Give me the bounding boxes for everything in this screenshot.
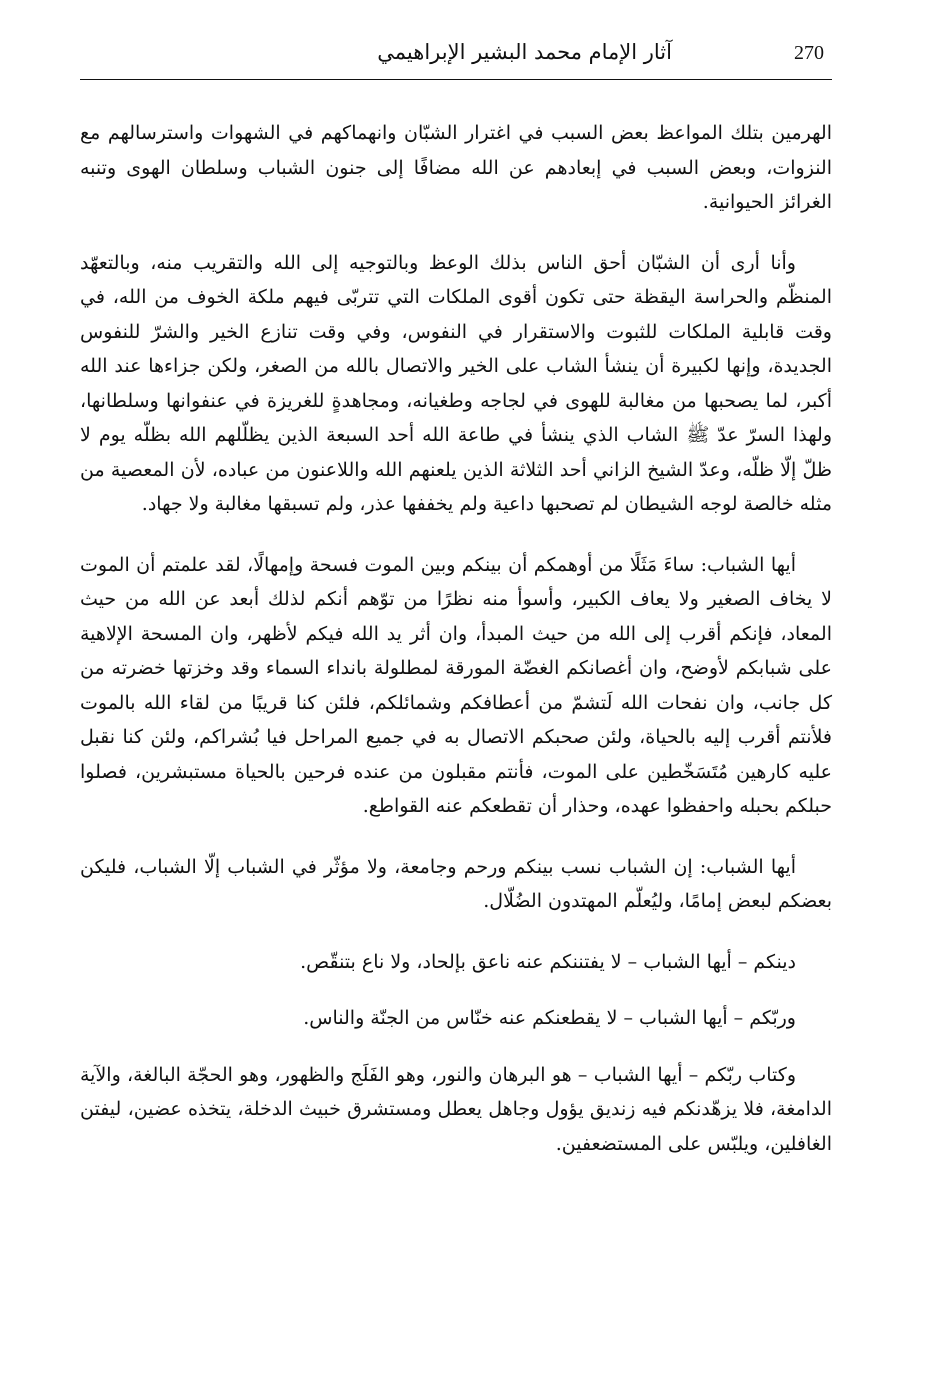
paragraph-continuation: الهرمين بتلك المواعظ بعض السبب في اغترار الشبّان وانهماكهم في الشهوات واسترسالهم مع النزوات، وبعض السبب في إبعادهم عن الله مضافًا إلى جنون الشباب وسلطان الهوى وتنبه الغرائز الحيوانية. <box>80 122 832 213</box>
paragraph: وكتاب ربّكم – أيها الشباب – هو البرهان والنور، وهو الفَلَج والظهور، وهو الحجّة البالغة، والآية الدامغة، فلا يزهّدنكم فيه زنديق يؤول وجاهل يعطل ومستشرق خبيث الدخلة، يتخذه عضين، ليفتن الغافلين، ويلبّس على المستضعفين. <box>80 1063 832 1155</box>
page-body <box>80 116 832 1187</box>
paragraph: وأنا أرى أن الشبّان أحق الناس بذلك الوعظ وبالتوجيه إلى الله والتقريب منه، وبالتعهّد المنظّم والحراسة اليقظة حتى تكون أقوى الملكات التي تتربّى فيهم ملكة الخوف من الله، في وقت قابلية الملكات للثبوت والاستقرار في النفوس، وفي وقت تنازع الخير والشرّ للنفوس الجديدة، وإنها لكبيرة أن ينشأ الشاب على الخير والاتصال بالله من الصغر، ولكن جزاءها عند الله أكبر، لما يصحبها من مغالبة للهوى في لجاجه وطغيانه، ومجاهدةٍ للغريزة في عنفوانها وسلطانها، ولهذا السرّ عدّ ﷺ الشاب الذي ينشأ في طاعة الله أحد السبعة الذين يظلّلهم الله بظلّه يوم لا ظلّ إلّا ظلّه، وعدّ الشيخ الزاني أحد الثلاثة الذين يلعنهم الله واللاعنون من عباده، لأن المعصية من مثله خالصة لوجه الشيطان لم تصحبها داعية ولم يخففها عذر، ولم تسبقها مغالبة ولا جهاد. <box>80 251 832 515</box>
paragraph: أيها الشباب: ساءَ مَثَلًا من أوهمكم أن بينكم وبين الموت فسحة وإمهالًا، لقد علمتم أن الموت لا يخاف الصغير ولا يعاف الكبير، وأسوأ منه نظرًا من توّهم أنكم لذلك أبعد عن الله من حيث المعاد، فإنكم أقرب إلى الله من حيث المبدأ، وان أثر يد الله فيكم لأظهر، وان المسحة الإلاهية على شبابكم لأوضح، وان أغصانكم الغضّة المورقة لمطلولة بانداء السماء وقد وخزتها خضرته من كل جانب، وان نفحات الله لَتشمّ من أعطافكم وشمائلكم، فلئن كنا قريبًا من لقاء الله بالموت فلأنتم أقرب إليه بالحياة، ولئن صحبكم الاتصال به في جميع المراحل فيا بُشراكم، ولئن كنا نقبل عليه كارهين مُتَسَخّطين على الموت، فأنتم مقبلون من عنده فرحين بالحياة مستبشرين، فصلوا حبلكم بحبله واحفظوا عهده، وحذار أن تقطعكم عنه القواطع. <box>80 553 832 817</box>
running-title: آثار الإمام محمد البشير الإبراهيمي <box>377 40 672 64</box>
verse-line: وربّكم – أيها الشباب – لا يقطعنكم عنه خنّاس من الجنّة والناس. <box>303 1007 796 1029</box>
page-header <box>80 40 832 78</box>
header-rule <box>80 79 832 80</box>
page-number: 270 <box>794 42 824 64</box>
paragraph: أيها الشباب: إن الشباب نسب بينكم ورحم وجامعة، ولا مؤثّر في الشباب إلّا الشباب، فليكن بعضكم لبعض إمامًا، وليُعلّم المهتدون الضُلّال. <box>80 855 832 912</box>
verse-line: دينكم – أيها الشباب – لا يفتننكم عنه ناعق بإلحاد، ولا ناع بتنقّص. <box>300 950 796 973</box>
